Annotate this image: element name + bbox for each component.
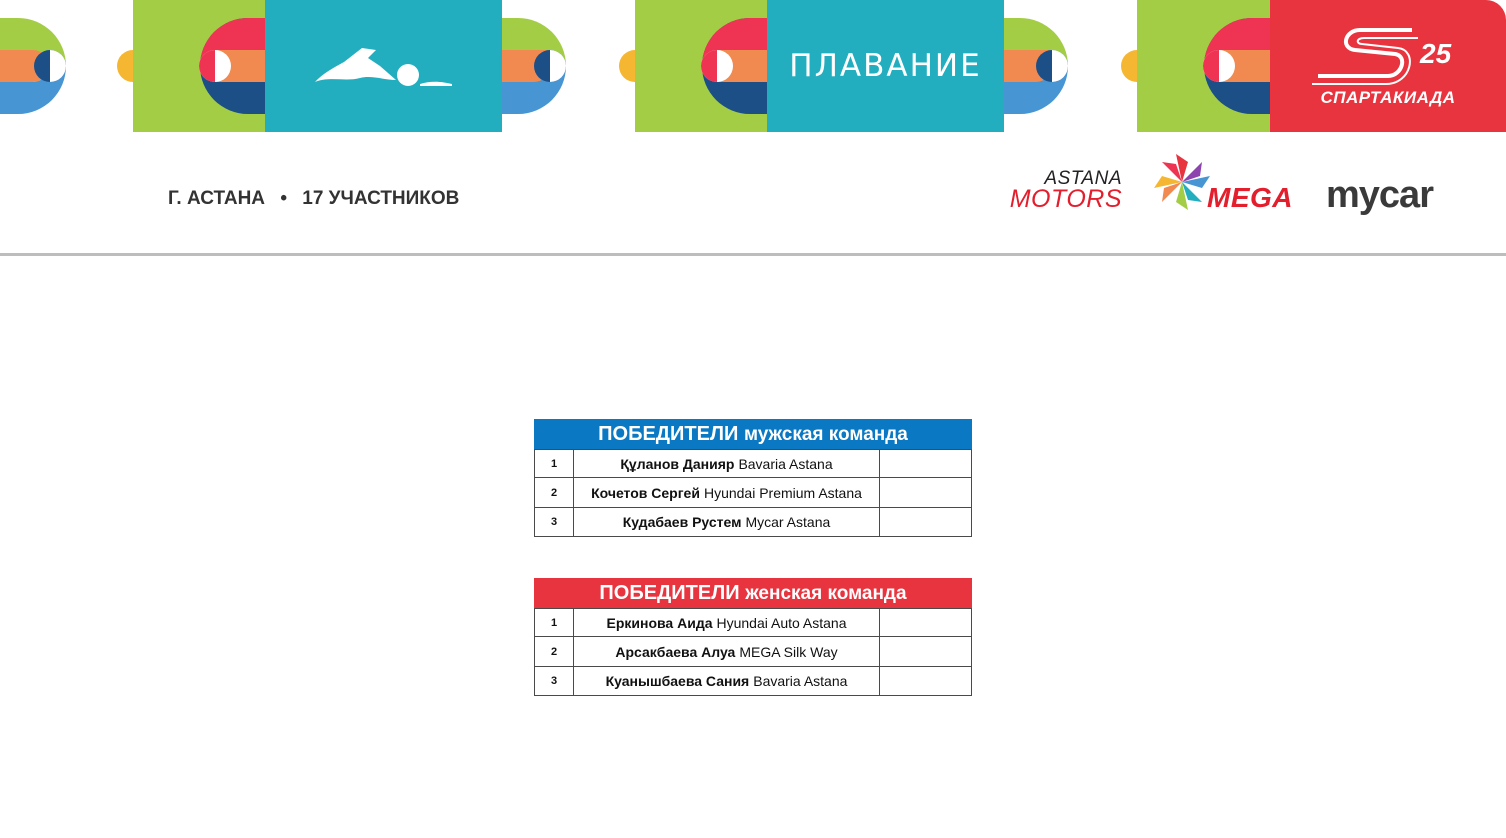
result-cell <box>880 609 971 636</box>
result-cell <box>880 508 971 536</box>
men-title-rest: мужская команда <box>743 424 908 445</box>
winner-cell <box>574 667 880 695</box>
event-info <box>168 188 459 210</box>
result-cell <box>880 478 971 507</box>
place-number: 2 <box>535 637 574 666</box>
header-banner <box>0 0 1506 132</box>
sport-title: ПЛАВАНИЕ <box>789 48 982 84</box>
table-row <box>534 637 972 667</box>
participants-count: 17 УЧАСТНИКОВ <box>302 188 460 209</box>
winner-name: Арсакбаева Алуа <box>615 643 736 660</box>
men-table-header <box>534 419 972 449</box>
table-row <box>534 667 972 696</box>
place-number: 2 <box>535 478 574 507</box>
winner-name: Кудабаев Рустем <box>622 514 742 530</box>
place-number: 1 <box>535 609 574 636</box>
result-cell <box>880 667 971 695</box>
table-row <box>534 478 972 508</box>
men-winners-table <box>534 419 972 537</box>
winner-team: MEGA Silk Way <box>739 643 838 660</box>
winner-team: Mycar Astana <box>745 514 831 530</box>
brand-name: СПАРТАКИАДА <box>1320 88 1456 107</box>
winner-team: Bavaria Astana <box>753 673 848 689</box>
winner-cell <box>574 508 880 536</box>
women-title-rest: женская команда <box>745 583 907 604</box>
winner-name: Еркинова Аида <box>606 614 713 631</box>
astana-motors-top: ASTANA <box>1044 168 1122 189</box>
header-divider <box>0 253 1506 256</box>
brand-number: 25 <box>1420 38 1452 69</box>
women-table-header <box>534 578 972 608</box>
place-number: 3 <box>535 667 574 695</box>
women-title-bold: ПОБЕДИТЕЛИ <box>599 582 740 604</box>
winner-cell <box>574 450 880 477</box>
result-cell <box>880 637 971 666</box>
winner-team: Hyundai Auto Astana <box>716 614 847 631</box>
winner-cell <box>574 609 880 636</box>
men-title-bold: ПОБЕДИТЕЛИ <box>598 423 739 445</box>
place-number: 3 <box>535 508 574 536</box>
winner-name: Куанышбаева Сания <box>605 673 750 689</box>
table-row <box>534 449 972 478</box>
separator-dot: • <box>280 188 287 209</box>
winner-cell <box>574 478 880 507</box>
spartakiada-brand <box>1270 0 1506 132</box>
women-winners-table <box>534 578 972 696</box>
result-cell <box>880 450 971 477</box>
winner-team: Bavaria Astana <box>738 455 833 472</box>
pattern-circle-edge <box>0 18 66 114</box>
winner-team: Hyundai Premium Astana <box>703 484 862 501</box>
astana-motors-bottom: MOTORS <box>1009 185 1122 213</box>
sponsor-mycar: mycar <box>1326 174 1433 216</box>
place-number: 1 <box>535 450 574 477</box>
city-label: Г. АСТАНА <box>168 188 266 209</box>
winner-name: Құланов Данияр <box>620 455 735 472</box>
table-row <box>534 508 972 537</box>
winner-name: Кочетов Сергей <box>591 484 700 501</box>
mega-label: MEGA <box>1207 182 1293 213</box>
mega-pinwheel-icon <box>1152 152 1212 212</box>
table-row <box>534 608 972 637</box>
winner-cell <box>574 637 880 666</box>
